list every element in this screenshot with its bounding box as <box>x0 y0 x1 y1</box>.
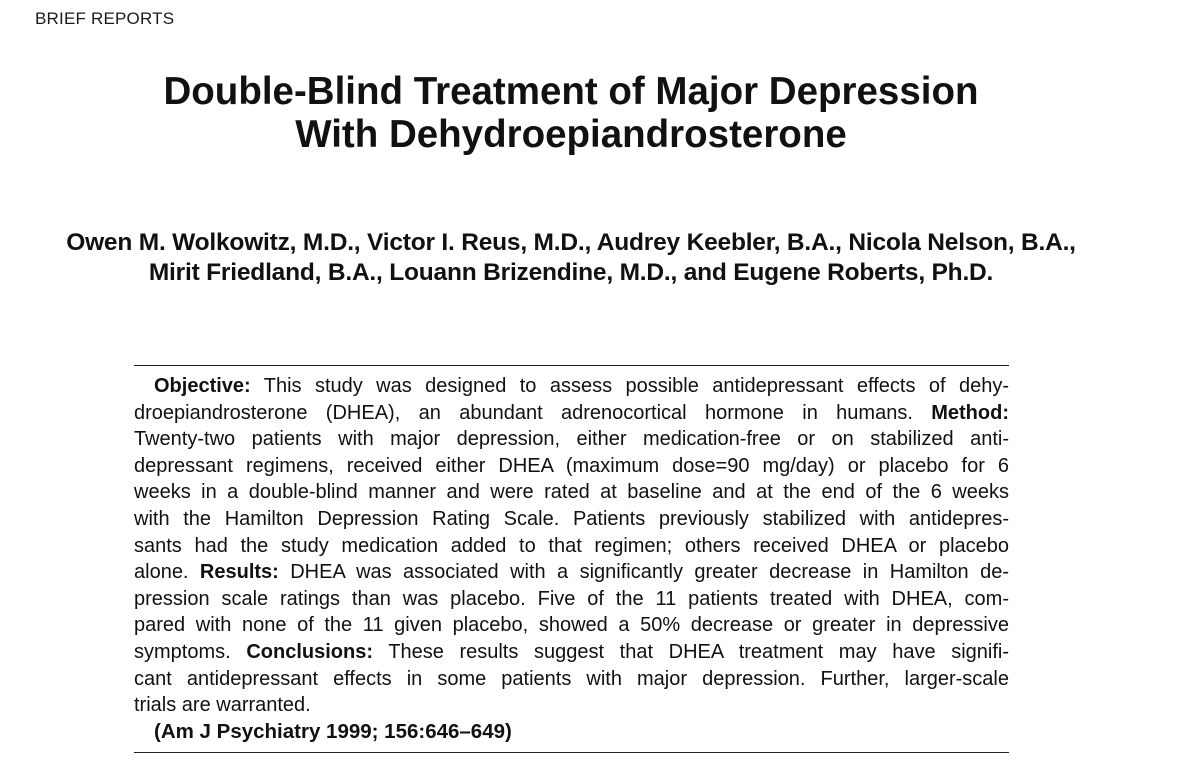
abstract-text: symptoms. <box>134 640 247 663</box>
abstract-line: pared with none of the 11 given placebo, showed a 50% decrease or greater in depressive <box>134 614 1009 637</box>
section-label: BRIEF REPORTS <box>35 9 175 28</box>
abstract-text: alone. <box>134 561 200 584</box>
abstract-line <box>134 639 1009 666</box>
citation: (Am J Psychiatry 1999; 156:646–649) <box>154 720 512 743</box>
abstract-top-rule <box>134 365 1009 366</box>
abstract-line: with the Hamilton Depression Rating Scale. Patients previously stabilized with antidepres- <box>134 507 1009 530</box>
abstract-line <box>134 400 1009 427</box>
method-heading: Method: <box>931 401 1009 424</box>
abstract-line: depressant regimens, received either DHEA (maximum dose=90 mg/day) or placebo for 6 <box>134 454 1009 477</box>
article-title <box>0 70 1142 156</box>
conclusions-heading: Conclusions: <box>246 640 373 663</box>
abstract-line: weeks in a double-blind manner and were rated at baseline and at the end of the 6 weeks <box>134 481 1009 504</box>
author-list <box>0 228 1142 288</box>
authors-line-2: Mirit Friedland, B.A., Louann Brizendine, M.D., and Eugene Roberts, Ph.D. <box>148 259 994 286</box>
abstract <box>134 373 1009 719</box>
abstract-text: This study was designed to assess possible antidepressant effects of dehy- <box>250 375 1009 397</box>
abstract-text: droepiandrosterone (DHEA), an abundant adrenocortical hormone in humans. <box>134 401 932 424</box>
title-line-1: Double-Blind Treatment of Major Depression <box>163 70 979 113</box>
abstract-bottom-rule <box>134 752 1009 753</box>
abstract-line: Twenty-two patients with major depression, either medication-free or on stabilized anti- <box>134 428 1009 451</box>
abstract-text: These results suggest that DHEA treatment may have signifi- <box>372 640 1009 663</box>
results-heading: Results: <box>199 561 279 584</box>
abstract-line: cant antidepressant effects in some patients with major depression. Further, larger-scale <box>134 667 1009 690</box>
abstract-line <box>134 559 1009 586</box>
authors-line-1: Owen M. Wolkowitz, M.D., Victor I. Reus, M.D., Audrey Keebler, B.A., Nicola Nelson, B.A., <box>66 229 1076 256</box>
abstract-line: pression scale ratings than was placebo. Five of the 11 patients treated with DHEA, com- <box>134 587 1009 610</box>
abstract-line <box>134 373 1009 400</box>
title-line-2: With Dehydroepiandrosterone <box>295 113 847 156</box>
abstract-line: sants had the study medication added to that regimen; others received DHEA or placebo <box>134 534 1009 557</box>
objective-heading: Objective: <box>154 375 251 397</box>
abstract-line: trials are warranted. <box>134 694 311 717</box>
abstract-text: DHEA was associated with a significantly greater decrease in Hamilton de- <box>278 561 1009 584</box>
